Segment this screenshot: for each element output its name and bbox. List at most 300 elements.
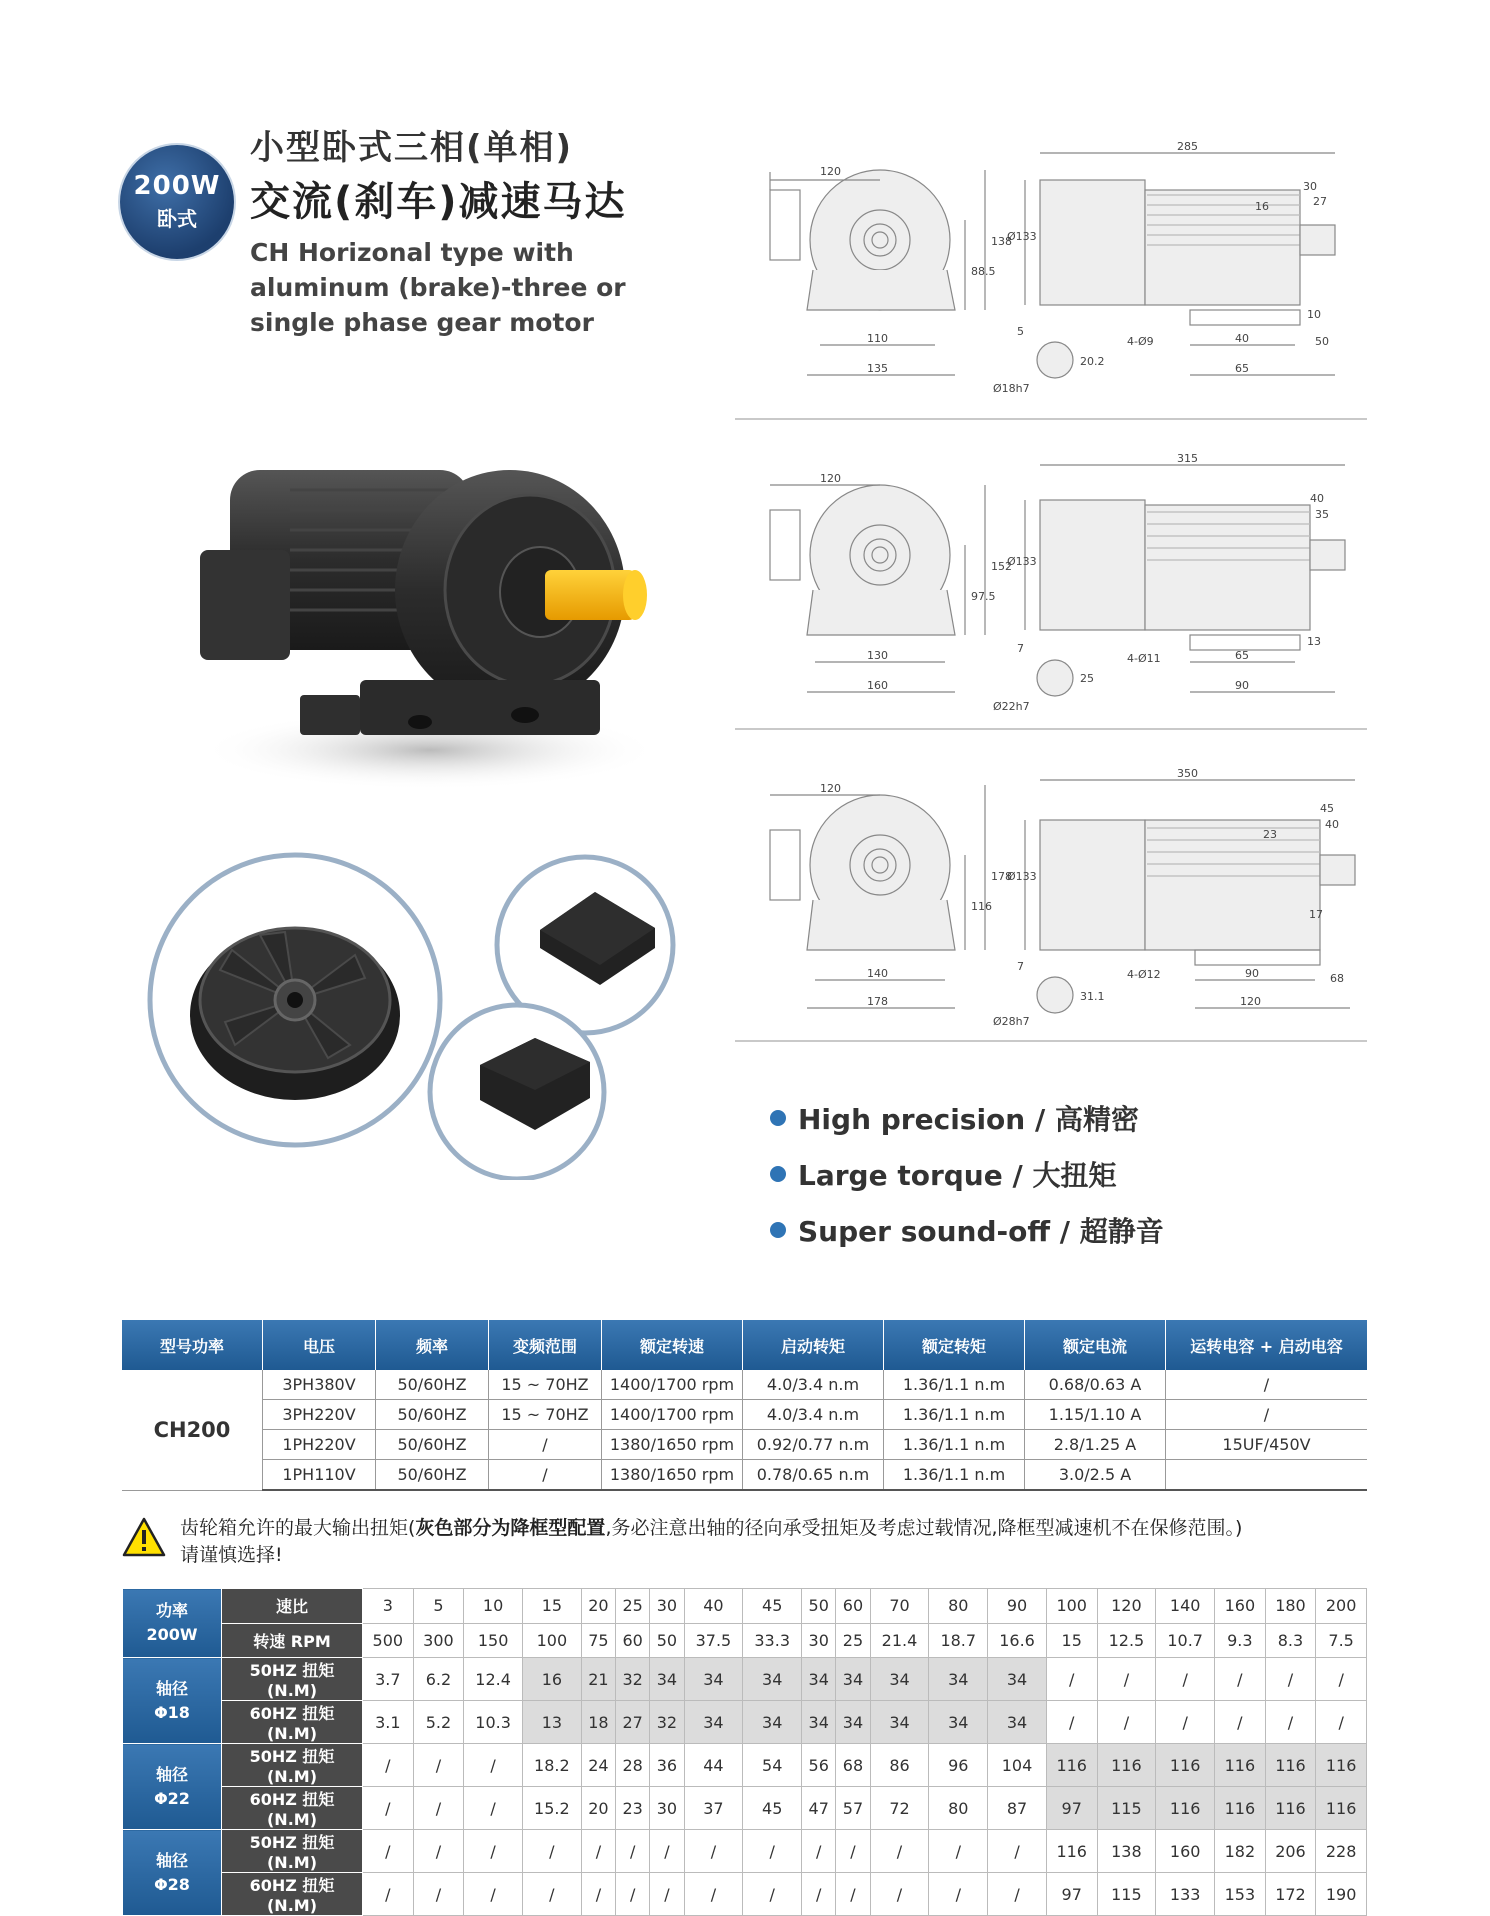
torque-cell: 32 (650, 1701, 684, 1744)
torque-cell: 116 (1316, 1787, 1367, 1830)
torque-cell: 182 (1215, 1830, 1266, 1873)
torque-cell: / (1097, 1701, 1156, 1744)
drawing-3-dim-d: Ø133 (1007, 870, 1037, 883)
torque-row-label: 50HZ 扭矩 (N.M) (222, 1658, 363, 1701)
torque-cell: / (616, 1830, 650, 1873)
torque-cell: 200 (1316, 1589, 1367, 1624)
torque-cell: 75 (581, 1623, 615, 1658)
torque-row (123, 1787, 1367, 1830)
torque-cell: / (413, 1787, 464, 1830)
drawing-3-dim-hc: 116 (971, 900, 992, 913)
drawing-divider-3 (735, 1040, 1367, 1042)
spec-cell: 50/60HZ (376, 1370, 489, 1400)
torque-cell: 97 (1046, 1873, 1097, 1916)
torque-cell: 15 (522, 1589, 581, 1624)
torque-cell: 34 (988, 1658, 1047, 1701)
drawing-svg-3 (735, 750, 1367, 1040)
torque-cell: 40 (684, 1589, 743, 1624)
gear-motor-photo (180, 450, 660, 790)
torque-cell: 6.2 (413, 1658, 464, 1701)
torque-cell: 8.3 (1265, 1623, 1316, 1658)
torque-cell: 34 (650, 1658, 684, 1701)
drawing-1-dim-k: 16 (1255, 200, 1269, 213)
torque-cell: 116 (1156, 1744, 1215, 1787)
drawing-2-dim-h: 152 (991, 560, 1012, 573)
torque-cell: 80 (929, 1589, 988, 1624)
torque-cell: 34 (802, 1658, 836, 1701)
spec-cell: / (489, 1430, 602, 1460)
torque-cell: / (929, 1873, 988, 1916)
torque-cell: 116 (1265, 1787, 1316, 1830)
torque-cell: / (616, 1873, 650, 1916)
torque-cell: 15.2 (522, 1787, 581, 1830)
torque-cell: 133 (1156, 1873, 1215, 1916)
torque-cell: 32 (616, 1658, 650, 1701)
torque-section-title: 轴径 (155, 1678, 188, 1698)
torque-cell: 34 (870, 1701, 929, 1744)
spec-cell: 0.68/0.63 A (1025, 1370, 1166, 1400)
spec-row (122, 1400, 1367, 1430)
torque-cell: 12.5 (1097, 1623, 1156, 1658)
drawing-2-dim-kh: 25 (1080, 672, 1094, 685)
torque-row (123, 1623, 1367, 1658)
torque-cell: 25 (616, 1589, 650, 1624)
torque-row-label: 60HZ 扭矩 (N.M) (222, 1701, 363, 1744)
torque-cell: / (363, 1830, 414, 1873)
torque-row (123, 1873, 1367, 1916)
spec-cell: 4.0/3.4 n.m (743, 1400, 884, 1430)
feature-item (770, 1098, 1139, 1138)
drawing-3-dim-f: 17 (1309, 908, 1323, 921)
torque-cell: 13 (522, 1701, 581, 1744)
dimension-drawing-3 (735, 750, 1367, 1044)
torque-cell: / (743, 1830, 802, 1873)
spec-header: 型号功率 (122, 1320, 263, 1370)
drawing-1-dim-s1: 30 (1303, 180, 1317, 193)
spec-cell: 4.0/3.4 n.m (743, 1370, 884, 1400)
torque-cell: 116 (1046, 1744, 1097, 1787)
dimension-drawing-1 (735, 130, 1367, 414)
torque-cell: 10 (464, 1589, 523, 1624)
torque-cell: / (743, 1873, 802, 1916)
torque-cell: 36 (650, 1744, 684, 1787)
drawing-2-dim-b2: 160 (867, 679, 888, 692)
torque-cell: 140 (1156, 1589, 1215, 1624)
torque-cell: 116 (1046, 1830, 1097, 1873)
torque-cell: 15 (1046, 1623, 1097, 1658)
torque-cell: 47 (802, 1787, 836, 1830)
dimension-drawing-2 (735, 440, 1367, 724)
torque-cell: / (1215, 1701, 1266, 1744)
torque-cell: 28 (616, 1744, 650, 1787)
drawing-2-dim-b1: 130 (867, 649, 888, 662)
torque-cell: / (870, 1873, 929, 1916)
torque-cell: / (464, 1830, 523, 1873)
spec-cell: 1PH220V (263, 1430, 376, 1460)
torque-cell: / (464, 1873, 523, 1916)
torque-cell: 3 (363, 1589, 414, 1624)
drawing-3-dim-s2: 40 (1325, 818, 1339, 831)
torque-cell: / (1215, 1658, 1266, 1701)
torque-cell: 21 (581, 1658, 615, 1701)
spec-cell: / (1166, 1400, 1368, 1430)
torque-section-label (123, 1744, 222, 1830)
torque-cell: / (1046, 1658, 1097, 1701)
spec-header: 变频范围 (489, 1320, 602, 1370)
torque-cell: / (650, 1830, 684, 1873)
spec-row (122, 1430, 1367, 1460)
torque-cell: / (1316, 1658, 1367, 1701)
spec-cell: 50/60HZ (376, 1430, 489, 1460)
torque-cell: 34 (929, 1658, 988, 1701)
torque-section-label (123, 1589, 222, 1658)
drawing-3-dim-h: 178 (991, 870, 1012, 883)
torque-cell: 34 (929, 1701, 988, 1744)
spec-row (122, 1370, 1367, 1400)
torque-section-value: Φ28 (154, 1874, 190, 1894)
torque-cell: 37 (684, 1787, 743, 1830)
drawing-1-dim-d: Ø133 (1007, 230, 1037, 243)
drawing-2-dim-hc: 97.5 (971, 590, 996, 603)
torque-cell: / (836, 1830, 870, 1873)
drawing-3-dim-b2: 178 (867, 995, 888, 1008)
drawing-2-dim-holes: 4-Ø11 (1127, 652, 1161, 665)
torque-row-label: 60HZ 扭矩 (N.M) (222, 1873, 363, 1916)
drawing-3-dim-holes: 4-Ø12 (1127, 968, 1161, 981)
feature-item (770, 1210, 1164, 1250)
torque-cell: 5.2 (413, 1701, 464, 1744)
torque-cell: 33.3 (743, 1623, 802, 1658)
english-title: CH Horizonal type with aluminum (brake)-three or single phase gear motor (250, 238, 626, 337)
torque-cell: / (684, 1830, 743, 1873)
drawing-3-dim-s1: 45 (1320, 802, 1334, 815)
torque-cell: 20 (581, 1787, 615, 1830)
torque-cell: / (464, 1744, 523, 1787)
drawing-divider-1 (735, 418, 1367, 420)
spec-header: 启动转矩 (743, 1320, 884, 1370)
torque-cell: / (1156, 1701, 1215, 1744)
drawing-2-dim-f: 13 (1307, 635, 1321, 648)
drawing-2-dim-s1: 40 (1310, 492, 1324, 505)
torque-section-label (123, 1830, 222, 1916)
drawing-1-dim-m3: 50 (1315, 335, 1329, 348)
torque-cell: 160 (1156, 1830, 1215, 1873)
torque-cell: 72 (870, 1787, 929, 1830)
torque-cell: 116 (1097, 1744, 1156, 1787)
torque-cell: / (684, 1873, 743, 1916)
drawing-2-dim-m1: 65 (1235, 649, 1249, 662)
torque-row (123, 1744, 1367, 1787)
torque-cell: / (581, 1873, 615, 1916)
spec-row (122, 1460, 1367, 1491)
drawing-3-dim-m2: 120 (1240, 995, 1261, 1008)
badge-type: 卧式 (157, 207, 197, 231)
torque-cell: 10.3 (464, 1701, 523, 1744)
drawing-3-dim-b1: 140 (867, 967, 888, 980)
torque-cell: 80 (929, 1787, 988, 1830)
torque-cell: 153 (1215, 1873, 1266, 1916)
torque-cell: 30 (650, 1787, 684, 1830)
drawing-2-dim-m2: 90 (1235, 679, 1249, 692)
drawing-2-dim-shaft: Ø22h7 (993, 700, 1030, 713)
drawing-svg-2 (735, 440, 1367, 720)
drawing-3-dim-k: 23 (1263, 828, 1277, 841)
torque-cell: 45 (743, 1787, 802, 1830)
warning-text-post: ,务必注意出轴的径向承受扭矩及考虑过载情况,降框型减速机不在保修范围。) (605, 1517, 1243, 1539)
torque-cell: 34 (684, 1701, 743, 1744)
torque-cell: 116 (1265, 1744, 1316, 1787)
drawing-1-dim-hc: 88.5 (971, 265, 996, 278)
torque-cell: 60 (836, 1589, 870, 1624)
brake-and-rectifier-photos (140, 840, 710, 1180)
spec-cell: 2.8/1.25 A (1025, 1430, 1166, 1460)
torque-cell: 160 (1215, 1589, 1266, 1624)
drawing-2-dim-d: Ø133 (1007, 555, 1037, 568)
torque-cell: 68 (836, 1744, 870, 1787)
torque-row (123, 1658, 1367, 1701)
torque-cell: 37.5 (684, 1623, 743, 1658)
drawing-1-dim-f: 10 (1307, 308, 1321, 321)
torque-cell: 116 (1156, 1787, 1215, 1830)
drawing-1-dim-s2: 27 (1313, 195, 1327, 208)
torque-cell: 34 (743, 1658, 802, 1701)
torque-cell: / (413, 1830, 464, 1873)
feature-item (770, 1154, 1116, 1194)
torque-row-label: 50HZ 扭矩 (N.M) (222, 1830, 363, 1873)
torque-cell: 104 (988, 1744, 1047, 1787)
torque-cell: 180 (1265, 1589, 1316, 1624)
spec-model: CH200 (122, 1370, 263, 1490)
torque-cell: 150 (464, 1623, 523, 1658)
torque-cell: 16.6 (988, 1623, 1047, 1658)
torque-cell: 34 (743, 1701, 802, 1744)
torque-cell: 300 (413, 1623, 464, 1658)
torque-cell: / (802, 1830, 836, 1873)
torque-cell: 9.3 (1215, 1623, 1266, 1658)
torque-section-value: Φ18 (154, 1702, 190, 1722)
spec-cell: 3PH380V (263, 1370, 376, 1400)
bullet-icon (770, 1166, 786, 1182)
spec-cell: 1.15/1.10 A (1025, 1400, 1166, 1430)
spec-cell: / (489, 1460, 602, 1491)
torque-cell: 23 (616, 1787, 650, 1830)
spec-header: 运转电容 + 启动电容 (1166, 1320, 1368, 1370)
torque-cell: 116 (1316, 1744, 1367, 1787)
torque-section-title: 轴径 (155, 1764, 188, 1784)
spec-table (122, 1320, 1367, 1491)
torque-cell: / (1265, 1658, 1316, 1701)
drawing-2-dim-s2: 35 (1315, 508, 1329, 521)
power-badge (120, 145, 234, 259)
torque-cell: 3.7 (363, 1658, 414, 1701)
feature-text: Large torque / 大扭矩 (798, 1159, 1117, 1192)
torque-cell: 34 (836, 1658, 870, 1701)
warning-text-line2: 请谨慎选择! (180, 1544, 283, 1566)
torque-cell: 20 (581, 1589, 615, 1624)
drawing-1-dim-holes: 4-Ø9 (1127, 335, 1154, 348)
torque-cell: 5 (413, 1589, 464, 1624)
torque-cell: / (522, 1873, 581, 1916)
torque-cell: 27 (616, 1701, 650, 1744)
torque-cell: 90 (988, 1589, 1047, 1624)
torque-table (122, 1588, 1367, 1916)
torque-cell: 30 (650, 1589, 684, 1624)
torque-row (123, 1701, 1367, 1744)
spec-cell: 1.36/1.1 n.m (884, 1460, 1025, 1491)
drawing-1-dim-shaft: Ø18h7 (993, 382, 1030, 395)
drawing-divider-2 (735, 728, 1367, 730)
spec-cell: 0.92/0.77 n.m (743, 1430, 884, 1460)
spec-cell: 1400/1700 rpm (602, 1370, 743, 1400)
drawing-1-dim-kh: 20.2 (1080, 355, 1105, 368)
spec-cell: 1.36/1.1 n.m (884, 1430, 1025, 1460)
warning-icon (122, 1517, 166, 1557)
torque-cell: 34 (802, 1701, 836, 1744)
spec-cell: 15 ~ 70HZ (489, 1400, 602, 1430)
torque-cell: / (1097, 1658, 1156, 1701)
spec-cell: 1400/1700 rpm (602, 1400, 743, 1430)
drawing-1-dim-b2: 135 (867, 362, 888, 375)
torque-cell: 7.5 (1316, 1623, 1367, 1658)
torque-cell: 116 (1215, 1744, 1266, 1787)
torque-cell: 18 (581, 1701, 615, 1744)
drawing-1-dim-m2: 65 (1235, 362, 1249, 375)
spec-header: 电压 (263, 1320, 376, 1370)
torque-cell: 96 (929, 1744, 988, 1787)
torque-section-value: Φ22 (154, 1788, 190, 1808)
warning-text-bold: 灰色部分为降框型配置 (415, 1517, 606, 1539)
torque-cell: / (802, 1873, 836, 1916)
spec-header: 额定转速 (602, 1320, 743, 1370)
drawing-2-dim-len: 315 (1177, 452, 1198, 465)
spec-cell: 1.36/1.1 n.m (884, 1400, 1025, 1430)
drawing-2-dim-a: 120 (820, 472, 841, 485)
drawing-1-dim-b1: 110 (867, 332, 888, 345)
drawing-1-dim-key: 5 (1017, 325, 1024, 338)
drawing-1-dim-h: 138 (991, 235, 1012, 248)
torque-section-value: 200W (146, 1625, 198, 1645)
torque-cell: 50 (802, 1589, 836, 1624)
torque-cell: / (1046, 1701, 1097, 1744)
drawing-1-dim-a: 120 (820, 165, 841, 178)
spec-cell: 3.0/2.5 A (1025, 1460, 1166, 1491)
torque-row-label: 转速 RPM (222, 1623, 363, 1658)
torque-cell: / (1316, 1701, 1367, 1744)
drawing-3-dim-shaft: Ø28h7 (993, 1015, 1030, 1028)
torque-cell: 54 (743, 1744, 802, 1787)
torque-cell: 115 (1097, 1787, 1156, 1830)
torque-cell: / (929, 1830, 988, 1873)
torque-cell: / (363, 1787, 414, 1830)
torque-row-label: 速比 (222, 1589, 363, 1624)
torque-cell: 70 (870, 1589, 929, 1624)
torque-cell: / (650, 1873, 684, 1916)
torque-cell: 87 (988, 1787, 1047, 1830)
torque-cell: 44 (684, 1744, 743, 1787)
torque-cell: 25 (836, 1623, 870, 1658)
torque-section-title: 功率 (155, 1601, 188, 1621)
torque-cell: 206 (1265, 1830, 1316, 1873)
torque-cell: 115 (1097, 1873, 1156, 1916)
warning-text-pre: 齿轮箱允许的最大输出扭矩( (180, 1517, 416, 1539)
torque-cell: / (522, 1830, 581, 1873)
torque-cell: 86 (870, 1744, 929, 1787)
torque-cell: / (988, 1830, 1047, 1873)
bullet-icon (770, 1222, 786, 1238)
badge-power: 200W (133, 171, 221, 201)
torque-row-label: 50HZ 扭矩 (N.M) (222, 1744, 363, 1787)
title-line1: 小型卧式三相(单相) (250, 128, 574, 168)
torque-cell: 228 (1316, 1830, 1367, 1873)
torque-cell: / (464, 1787, 523, 1830)
drawing-3-dim-len: 350 (1177, 767, 1198, 780)
torque-cell: 57 (836, 1787, 870, 1830)
torque-cell: 10.7 (1156, 1623, 1215, 1658)
spec-cell: 15 ~ 70HZ (489, 1370, 602, 1400)
torque-cell: 3.1 (363, 1701, 414, 1744)
torque-cell: 34 (870, 1658, 929, 1701)
spec-header: 额定转矩 (884, 1320, 1025, 1370)
torque-cell: 30 (802, 1623, 836, 1658)
spec-header: 频率 (376, 1320, 489, 1370)
spec-header-row (122, 1320, 1367, 1370)
drawing-3-dim-a: 120 (820, 782, 841, 795)
drawing-3-dim-kh: 31.1 (1080, 990, 1105, 1003)
torque-cell: 12.4 (464, 1658, 523, 1701)
spec-cell: 1.36/1.1 n.m (884, 1370, 1025, 1400)
torque-cell: 50 (650, 1623, 684, 1658)
torque-cell: / (581, 1830, 615, 1873)
torque-row (123, 1830, 1367, 1873)
torque-cell: 24 (581, 1744, 615, 1787)
spec-cell: / (1166, 1370, 1368, 1400)
torque-cell: / (870, 1830, 929, 1873)
spec-header: 额定电流 (1025, 1320, 1166, 1370)
torque-cell: 21.4 (870, 1623, 929, 1658)
drawing-3-dim-m1: 90 (1245, 967, 1259, 980)
torque-cell: 45 (743, 1589, 802, 1624)
torque-cell: 100 (522, 1623, 581, 1658)
torque-cell: / (363, 1873, 414, 1916)
drawing-1-dim-m1: 40 (1235, 332, 1249, 345)
bullet-icon (770, 1110, 786, 1126)
torque-cell: 18.7 (929, 1623, 988, 1658)
spec-cell: 1PH110V (263, 1460, 376, 1491)
spec-cell: 50/60HZ (376, 1400, 489, 1430)
torque-cell: 16 (522, 1658, 581, 1701)
torque-cell: 97 (1046, 1787, 1097, 1830)
feature-text: High precision / 高精密 (798, 1103, 1139, 1136)
torque-cell: / (836, 1873, 870, 1916)
torque-cell: 34 (988, 1701, 1047, 1744)
spec-cell: 3PH220V (263, 1400, 376, 1430)
torque-cell: 120 (1097, 1589, 1156, 1624)
drawing-svg-1 (735, 130, 1367, 410)
title-line2: 交流(刹车)减速马达 (250, 179, 627, 225)
torque-row-label: 60HZ 扭矩 (N.M) (222, 1787, 363, 1830)
torque-cell: 172 (1265, 1873, 1316, 1916)
drawing-2-dim-key: 7 (1017, 642, 1024, 655)
torque-cell: / (363, 1744, 414, 1787)
torque-cell: / (988, 1873, 1047, 1916)
torque-cell: 34 (836, 1701, 870, 1744)
drawing-1-dim-len: 285 (1177, 140, 1198, 153)
torque-cell: 60 (616, 1623, 650, 1658)
torque-section-label (123, 1658, 222, 1744)
spec-cell: 1380/1650 rpm (602, 1460, 743, 1491)
torque-section-title: 轴径 (155, 1850, 188, 1870)
torque-cell: 500 (363, 1623, 414, 1658)
